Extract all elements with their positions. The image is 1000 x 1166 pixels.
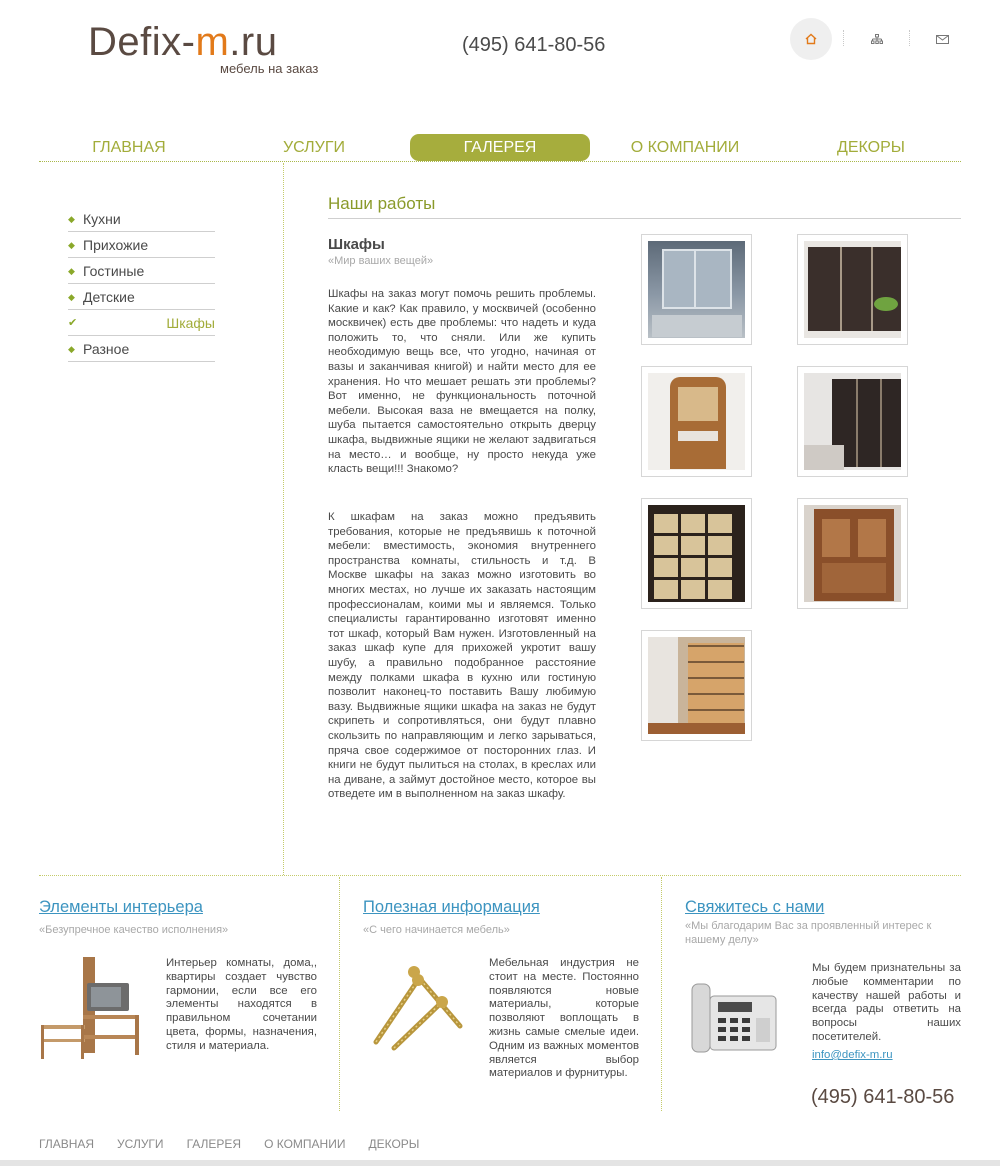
page-bottom-bar: [0, 1160, 1000, 1166]
sidebar-item-hallways[interactable]: ◆ Прихожие: [68, 232, 215, 258]
article-paragraph-1: Шкафы на заказ могут помочь решить проблемы. Какие и как? Как правило, у москвичей (особенно москвичек) есть две проблемы: что надеть и куда положить то, что сняли. Или же купить необходимую вещь все, что угодно, начиная от вазы и заканчивая книгой) и найти место для ее хранения. Но что мешает решать эти проблемы? Вот именно, не функциональность поточной мебели. Высокая ваза не вмещается на полку, шуба пытается самостоятельно открыть дверцу шкафа, выдвижные ящики не желают задвигаться на место… и вообще, ну просто некуда уже класть вещи!!! Знакомо?: [328, 288, 596, 476]
gallery-thumb-5[interactable]: [641, 498, 752, 609]
gallery-thumb-6[interactable]: [797, 498, 908, 609]
article-subtitle: «Мир ваших вещей»: [328, 255, 434, 267]
wardrobe-photo-3: [648, 373, 745, 470]
gallery-thumb-4[interactable]: [797, 366, 908, 477]
article-paragraph-2: К шкафам на заказ можно предъявить требования, которые не предъявишь к поточной мебели: вместимость, экономия внутреннего пространства комнаты, стильность и т.д. В Москве шкафы на заказ можно изготовить во многих местах, но лучше их заказать настоящим профессионалам, коими мы и являемся. Только специалисты гарантированно изготовят именно тот шкаф, который Вам нужен. Изготовленный на заказ шкаф купе для прихожей укротит вашу шубу, а правильно подобранное расстояние между полками шкафа в кухню или гостиную позволит наконец-то поставить Вашу любимую вазу. Выдвижные ящики шкафа на заказ не будут скрипеть и сопротивляться, они будут плавно скользить по направляющим и легко зарываться, пряча свое содержимое от посторонних глаз. И книги не будут пылиться на столах, в креслах или на диване, а займут достойное место, которое вы отведете им в выполненном на заказ шкафу.: [328, 511, 596, 801]
sidebar-item-kitchens[interactable]: ◆ Кухни: [68, 206, 215, 232]
footer-nav-services[interactable]: УСЛУГИ: [117, 1137, 164, 1151]
wardrobe-photo-6: [804, 505, 901, 602]
nav-home[interactable]: ГЛАВНАЯ: [92, 139, 166, 156]
footer-interior-subtitle: «Безупречное качество исполнения»: [39, 924, 229, 936]
sidebar-item-kids[interactable]: ◆ Детские: [68, 284, 215, 310]
diamond-bullet-icon: ◆: [68, 344, 75, 354]
diamond-bullet-icon: ◆: [68, 292, 75, 302]
wardrobe-photo-1: [648, 241, 745, 338]
footer-contact-subtitle: «Мы благодарим Вас за проявленный интерес к нашему делу»: [685, 920, 932, 946]
nav-services[interactable]: УСЛУГИ: [282, 139, 345, 156]
nav-gallery[interactable]: ГАЛЕРЕЯ: [410, 134, 590, 161]
footer-info-subtitle: «С чего начинается мебель»: [363, 924, 510, 936]
diamond-bullet-icon: ◆: [68, 240, 75, 250]
footer-interior-title[interactable]: Элементы интерьера: [39, 898, 203, 916]
sidebar-menu: [68, 206, 215, 362]
checkmark-icon: ✔: [68, 317, 78, 329]
article-title: Шкафы: [328, 236, 385, 253]
diamond-bullet-icon: ◆: [68, 266, 75, 276]
diamond-bullet-icon: ◆: [68, 214, 75, 224]
wardrobe-photo-5: [648, 505, 745, 602]
section-title: Наши работы: [328, 194, 436, 213]
sidebar-item-living-rooms[interactable]: ◆ Гостиные: [68, 258, 215, 284]
footer-nav-home[interactable]: ГЛАВНАЯ: [39, 1137, 95, 1151]
gallery-thumb-2[interactable]: [797, 234, 908, 345]
footer-contact-title[interactable]: Свяжитесь с нами: [685, 898, 825, 916]
footer-interior-text: Интерьер комнаты, дома,, квартиры создает чувство гармонии, если все его элементы находятся в правильном сочетании цвета, формы, назначения, стиля и материала.: [166, 957, 317, 1052]
nav-about[interactable]: О КОМПАНИИ: [630, 139, 740, 156]
nav-decors[interactable]: ДЕКОРЫ: [837, 139, 905, 156]
sidebar-divider: [283, 163, 284, 875]
gallery-thumb-3[interactable]: [641, 366, 752, 477]
sidebar-item-wardrobes[interactable]: ✔ Шкафы: [68, 310, 215, 336]
screws-image: [364, 962, 468, 1056]
footer-nav-decors[interactable]: ДЕКОРЫ: [368, 1137, 420, 1151]
mail-icon[interactable]: [921, 18, 963, 60]
footer-nav-gallery[interactable]: ГАЛЕРЕЯ: [186, 1137, 242, 1151]
footer-nav: [39, 1137, 442, 1151]
logo-wordmark: Defix-m.ru: [88, 20, 278, 64]
footer-info-title[interactable]: Полезная информация: [363, 898, 540, 916]
footer-info-text: Мебельная индустрия не стоит на месте. Постоянно появляются новые материалы, которые позволяют воплощать в жизнь самые смелые идеи. Одним из важных моментов является выбор материалов и фурнитуры.: [489, 957, 639, 1080]
wardrobe-photo-2: [804, 241, 901, 338]
footer-phone: (495) 641-80-56: [811, 1086, 955, 1108]
contact-email-link[interactable]: info@defix-m.ru: [812, 1049, 893, 1061]
sitemap-icon[interactable]: [856, 18, 898, 60]
header-phone: (495) 641-80-56: [462, 34, 606, 56]
gallery-thumb-7[interactable]: [641, 630, 752, 741]
footer-col-divider: [339, 877, 340, 1111]
site-logo[interactable]: [88, 20, 319, 76]
footer-col-divider: [661, 877, 662, 1111]
home-icon[interactable]: [790, 18, 832, 60]
telephone-image: [688, 978, 780, 1058]
top-icon-bar: [790, 18, 960, 60]
logo-tagline: мебель на заказ: [220, 61, 319, 76]
wardrobe-photo-7: [648, 637, 745, 734]
gallery-thumb-1[interactable]: [641, 234, 752, 345]
sidebar-item-misc[interactable]: ◆ Разное: [68, 336, 215, 362]
footer-divider: [39, 875, 961, 876]
wardrobe-photo-4: [804, 373, 901, 470]
footer-nav-about[interactable]: О КОМПАНИИ: [264, 1137, 346, 1151]
main-nav: [39, 134, 961, 162]
tv-stand-image: [39, 955, 143, 1063]
section-rule: [328, 218, 961, 219]
footer-contact-text: Мы будем признательны за любые комментарии по качеству нашей работы и всегда рады ответить на вопросы наших посетителей.: [812, 962, 961, 1043]
